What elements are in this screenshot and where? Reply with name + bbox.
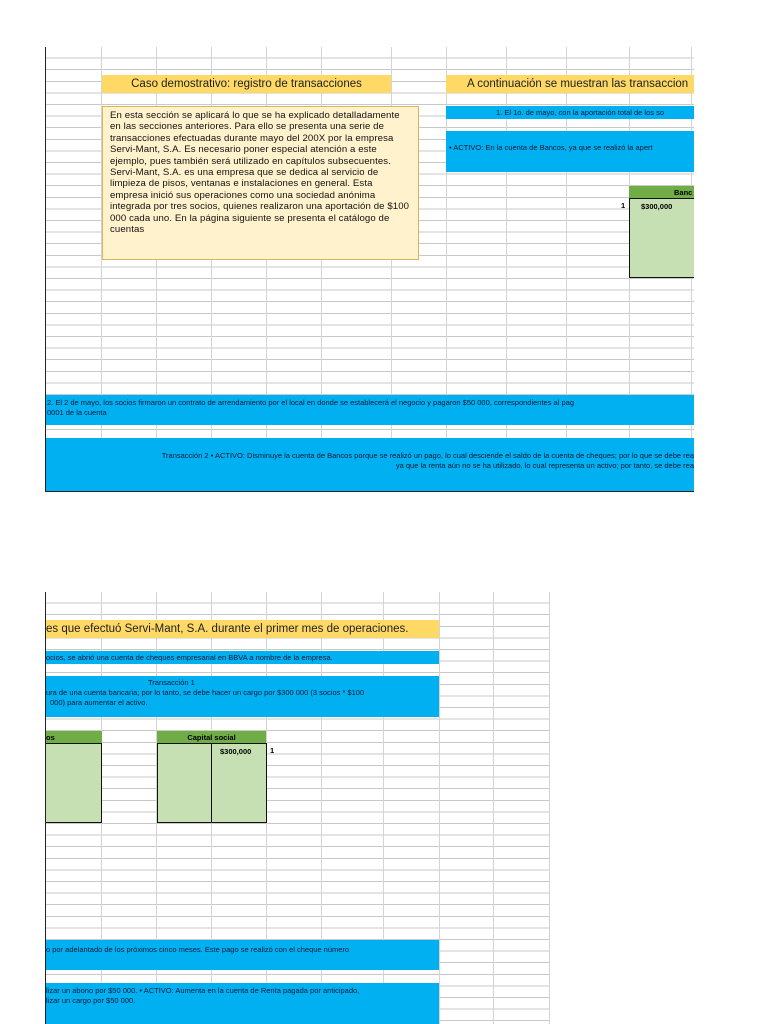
column-gridline (493, 592, 494, 1024)
transaction-2-expl-line-2: ya que la renta aún no se ha utilizado, lo cual representa un activo; por tanto, se debe rea (395, 461, 694, 470)
transaction-1-line-2: ura de una cuenta bancaria; por lo tanto, se debe hacer un cargo por $300 000 (3 socios * $100 (46, 688, 365, 697)
transaction-1-label: Transacción 1 (148, 678, 195, 687)
t-account-bancos-ref: 1 (621, 201, 626, 210)
transaction-2-expl-line-1: Transacción 2 • ACTIVO: Disminuye la cuenta de Bancos porque se realizó un pago, lo cual desciende el saldo de la cuenta de cheques; por lo que se debe rea (161, 451, 694, 460)
transaction-1-activo (46, 676, 439, 717)
t-account-capital-header: Capital social (157, 731, 266, 743)
transaction-2-expl-line-1: lizar un abono por $50 000. • ACTIVO: Aumenta en la cuenta de Renta pagada por anticipado, (46, 986, 360, 995)
t-account-bancos-header: Banc (629, 186, 694, 198)
transaction-2-explanation (46, 983, 439, 1024)
t-account-bancos-header: os (46, 731, 102, 743)
transaction-2-header (46, 395, 694, 425)
t-account-bancos-body (629, 198, 694, 278)
transaction-2-line-2: 0001 de la cuenta (47, 408, 107, 417)
spreadsheet-page-1 (45, 47, 694, 492)
column-gridline (439, 592, 440, 1024)
transaction-1-header: 1. El 1o. de mayo, con la aportación total de los so (446, 106, 694, 119)
transaction-1-activo: • ACTIVO: En la cuenta de Bancos, ya que se realizó la apert (446, 131, 694, 172)
spreadsheet-page-2 (45, 592, 550, 1024)
transaction-2-line-1: 2. El 2 de mayo, los socios firmaron un contrato de arrendamiento por el local en donde se establecerá el negocio y pagaron $50 000, correspondientes al pag (47, 398, 574, 407)
transaction-2-continued: o por adelantado de los próximos cinco meses. Este pago se realizó con el cheque número (46, 940, 439, 970)
transaction-1-header: ocios, se abrió una cuenta de cheques empresarial en BBVA a nombre de la empresa. (46, 651, 439, 664)
intro-note: En esta sección se aplicará lo que se ha explicado detalladamente en las secciones anteriores. Para ello se presenta una serie de transacciones efectuadas durante mayo del 200X por la empresa Servi-Mant, S.A. Es necesario poner especial atención a este ejemplo, pues también será utilizado en capítulos subsecuentes. Servi-Mant, S.A. es una empresa que se dedica al servicio de limpieza de pisos, ventanas e instalaciones en general. Esta empresa inició sus operaciones como una sociedad anónima integrada por tres socios, quienes realizaron una aportación de $100 000 cada uno. En la página siguiente se presenta el catálogo de cuentas (102, 106, 419, 260)
case-title-cell: Caso demostrativo: registro de transacciones (102, 75, 391, 93)
transaction-2-explanation (46, 438, 694, 491)
t-account-capital-ref: 1 (270, 746, 275, 755)
t-account-bancos-debit: $300,000 (641, 202, 673, 211)
continuation-title-cell: es que efectuó Servi-Mant, S.A. durante el primer mes de operaciones. (46, 620, 439, 638)
continuation-title-cell: A continuación se muestran las transaccion (446, 75, 694, 93)
t-account-capital-body (157, 743, 267, 823)
t-account-divider (211, 744, 212, 822)
transaction-2-expl-line-2: lizar un cargo por $50 000. (46, 996, 136, 1005)
transaction-1-line-3: 000) para aumentar el activo. (50, 698, 148, 707)
t-account-capital-credit: $300,000 (220, 747, 252, 756)
t-account-bancos-body (45, 743, 102, 823)
column-gridline (549, 592, 550, 1024)
